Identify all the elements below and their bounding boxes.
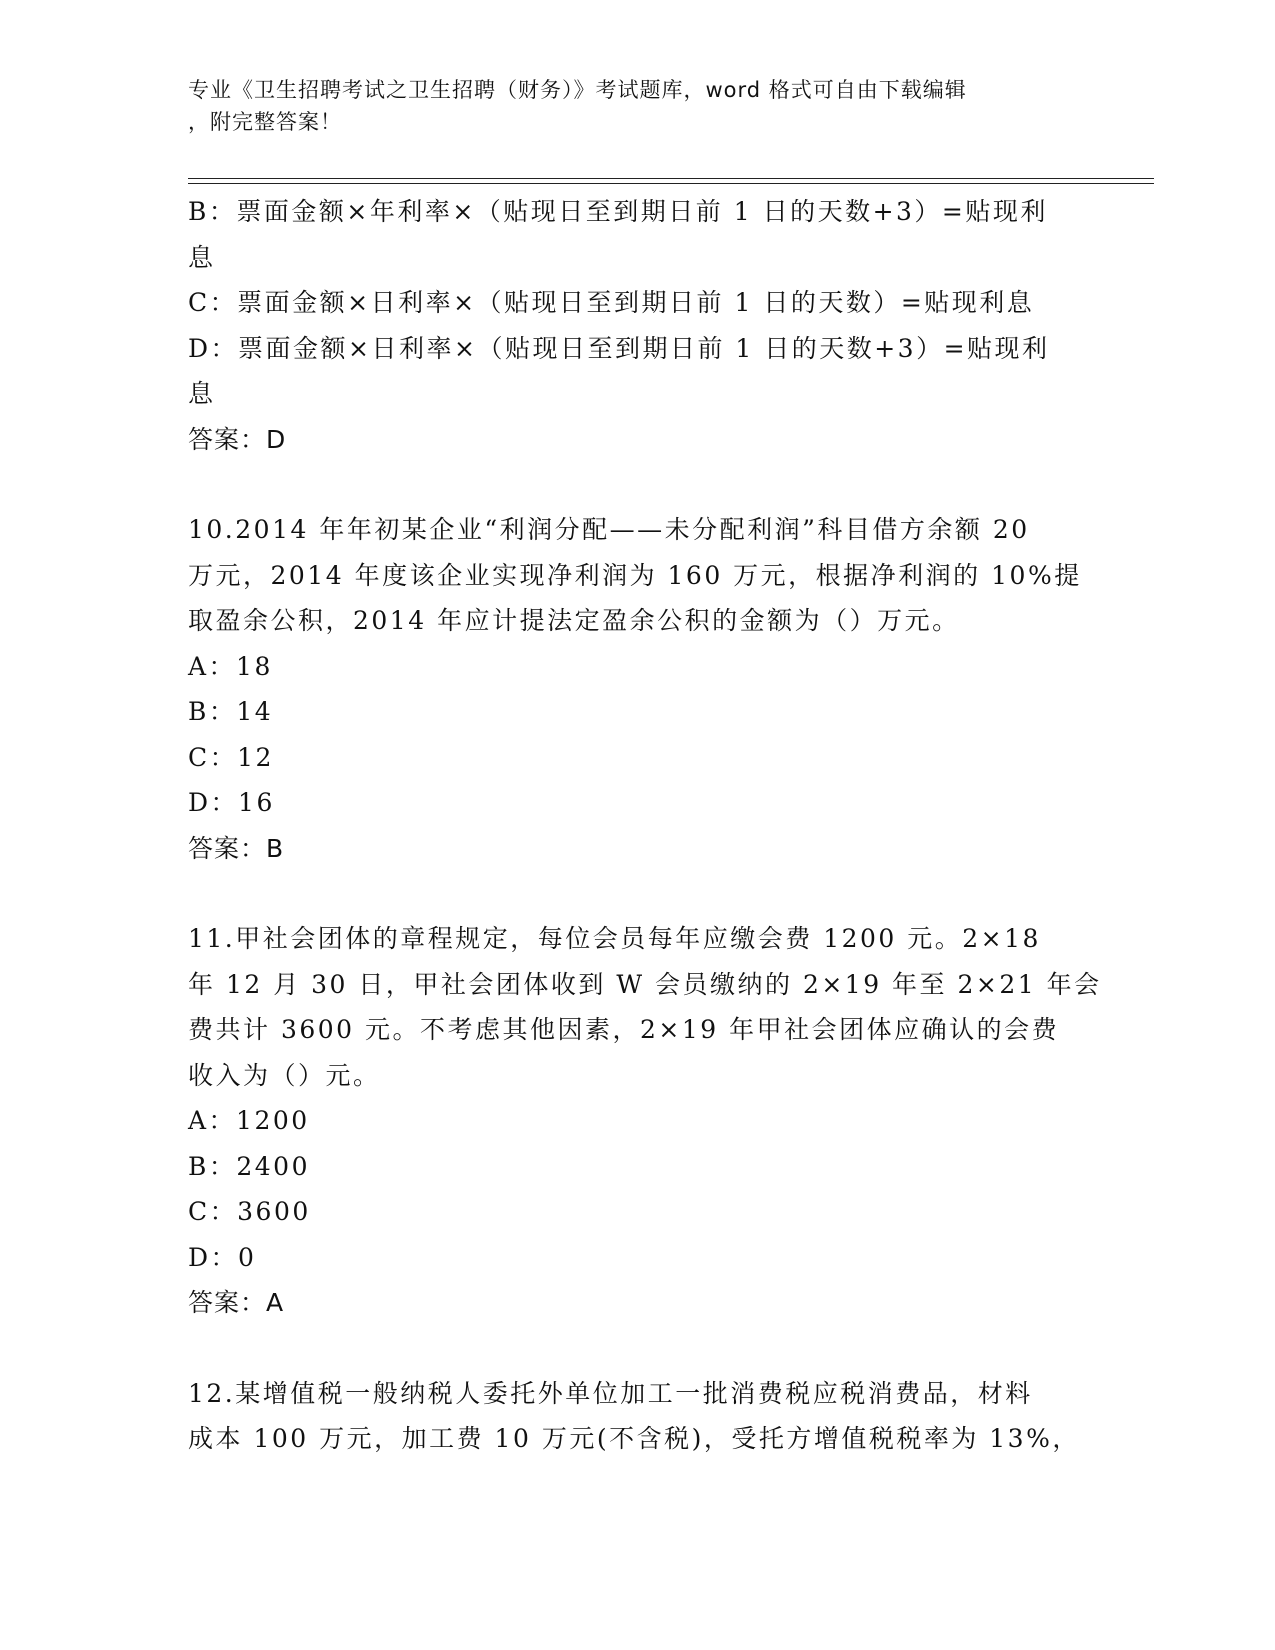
question-10 [188,507,1082,871]
option-d-continued: 息 [188,379,216,408]
question-text: 万元，2014 年度该企业实现净利润为 160 万元，根据净利润的 10%提 [188,560,1082,590]
option-c: C：12 [188,742,274,772]
option-d: D：票面金额×日利率×（贴现日至到期日前 1 日的天数+3）=贴现利 [188,333,1050,363]
question-text: 收入为（）元。 [188,1060,381,1090]
question-11 [188,916,1102,1326]
option-d: D：0 [188,1242,257,1272]
header-rule-top [188,178,1154,179]
question-12 [188,1371,1078,1462]
option-d: D：16 [188,788,275,817]
header-line-2: ，附完整答案！ [188,110,342,134]
question-text: 10.2014 年年初某企业“利润分配——未分配利润”科目借方余额 20 [188,515,1030,544]
header-line-1: 专业《卫生招聘考试之卫生招聘（财务）》考试题库，word 格式可自由下载编辑 [188,78,967,102]
option-c: C：3600 [188,1197,311,1226]
spacer [188,1326,1078,1371]
question-text: 12.某增值税一般纳税人委托外单位加工一批消费税应税消费品，材料 [188,1378,1033,1408]
spacer [188,871,1078,916]
question-text: 取盈余公积，2014 年应计提法定盈余公积的金额为（）万元。 [188,606,960,635]
option-b: B：2400 [188,1151,310,1181]
header-rule-bottom [188,183,1154,184]
question-text: 成本 100 万元，加工费 10 万元(不含税)，受托方增值税税率为 13%， [188,1424,1080,1453]
spacer [188,462,1078,507]
answer: 答案：A [188,1288,285,1317]
option-b: B：14 [188,697,274,726]
question-9 [188,189,1078,462]
option-a: A：1200 [188,1106,310,1135]
answer: 答案：B [188,833,285,863]
option-c: C：票面金额×日利率×（贴现日至到期日前 1 日的天数）=贴现利息 [188,288,1035,317]
question-text: 11.甲社会团体的章程规定，每位会员每年应缴会费 1200 元。2×18 [188,924,1041,953]
question-text: 年 12 月 30 日，甲社会团体收到 W 会员缴纳的 2×19 年至 2×21 年会 [188,969,1102,999]
document-header [188,74,1068,138]
option-a: A：18 [188,651,273,681]
question-text: 费共计 3600 元。不考虑其他因素，2×19 年甲社会团体应确认的会费 [188,1015,1060,1044]
option-b-continued: 息 [188,242,216,272]
answer: 答案：D [188,424,287,454]
option-b: B：票面金额×年利率×（贴现日至到期日前 1 日的天数+3）=贴现利 [188,197,1048,226]
question-content [188,189,1102,1462]
